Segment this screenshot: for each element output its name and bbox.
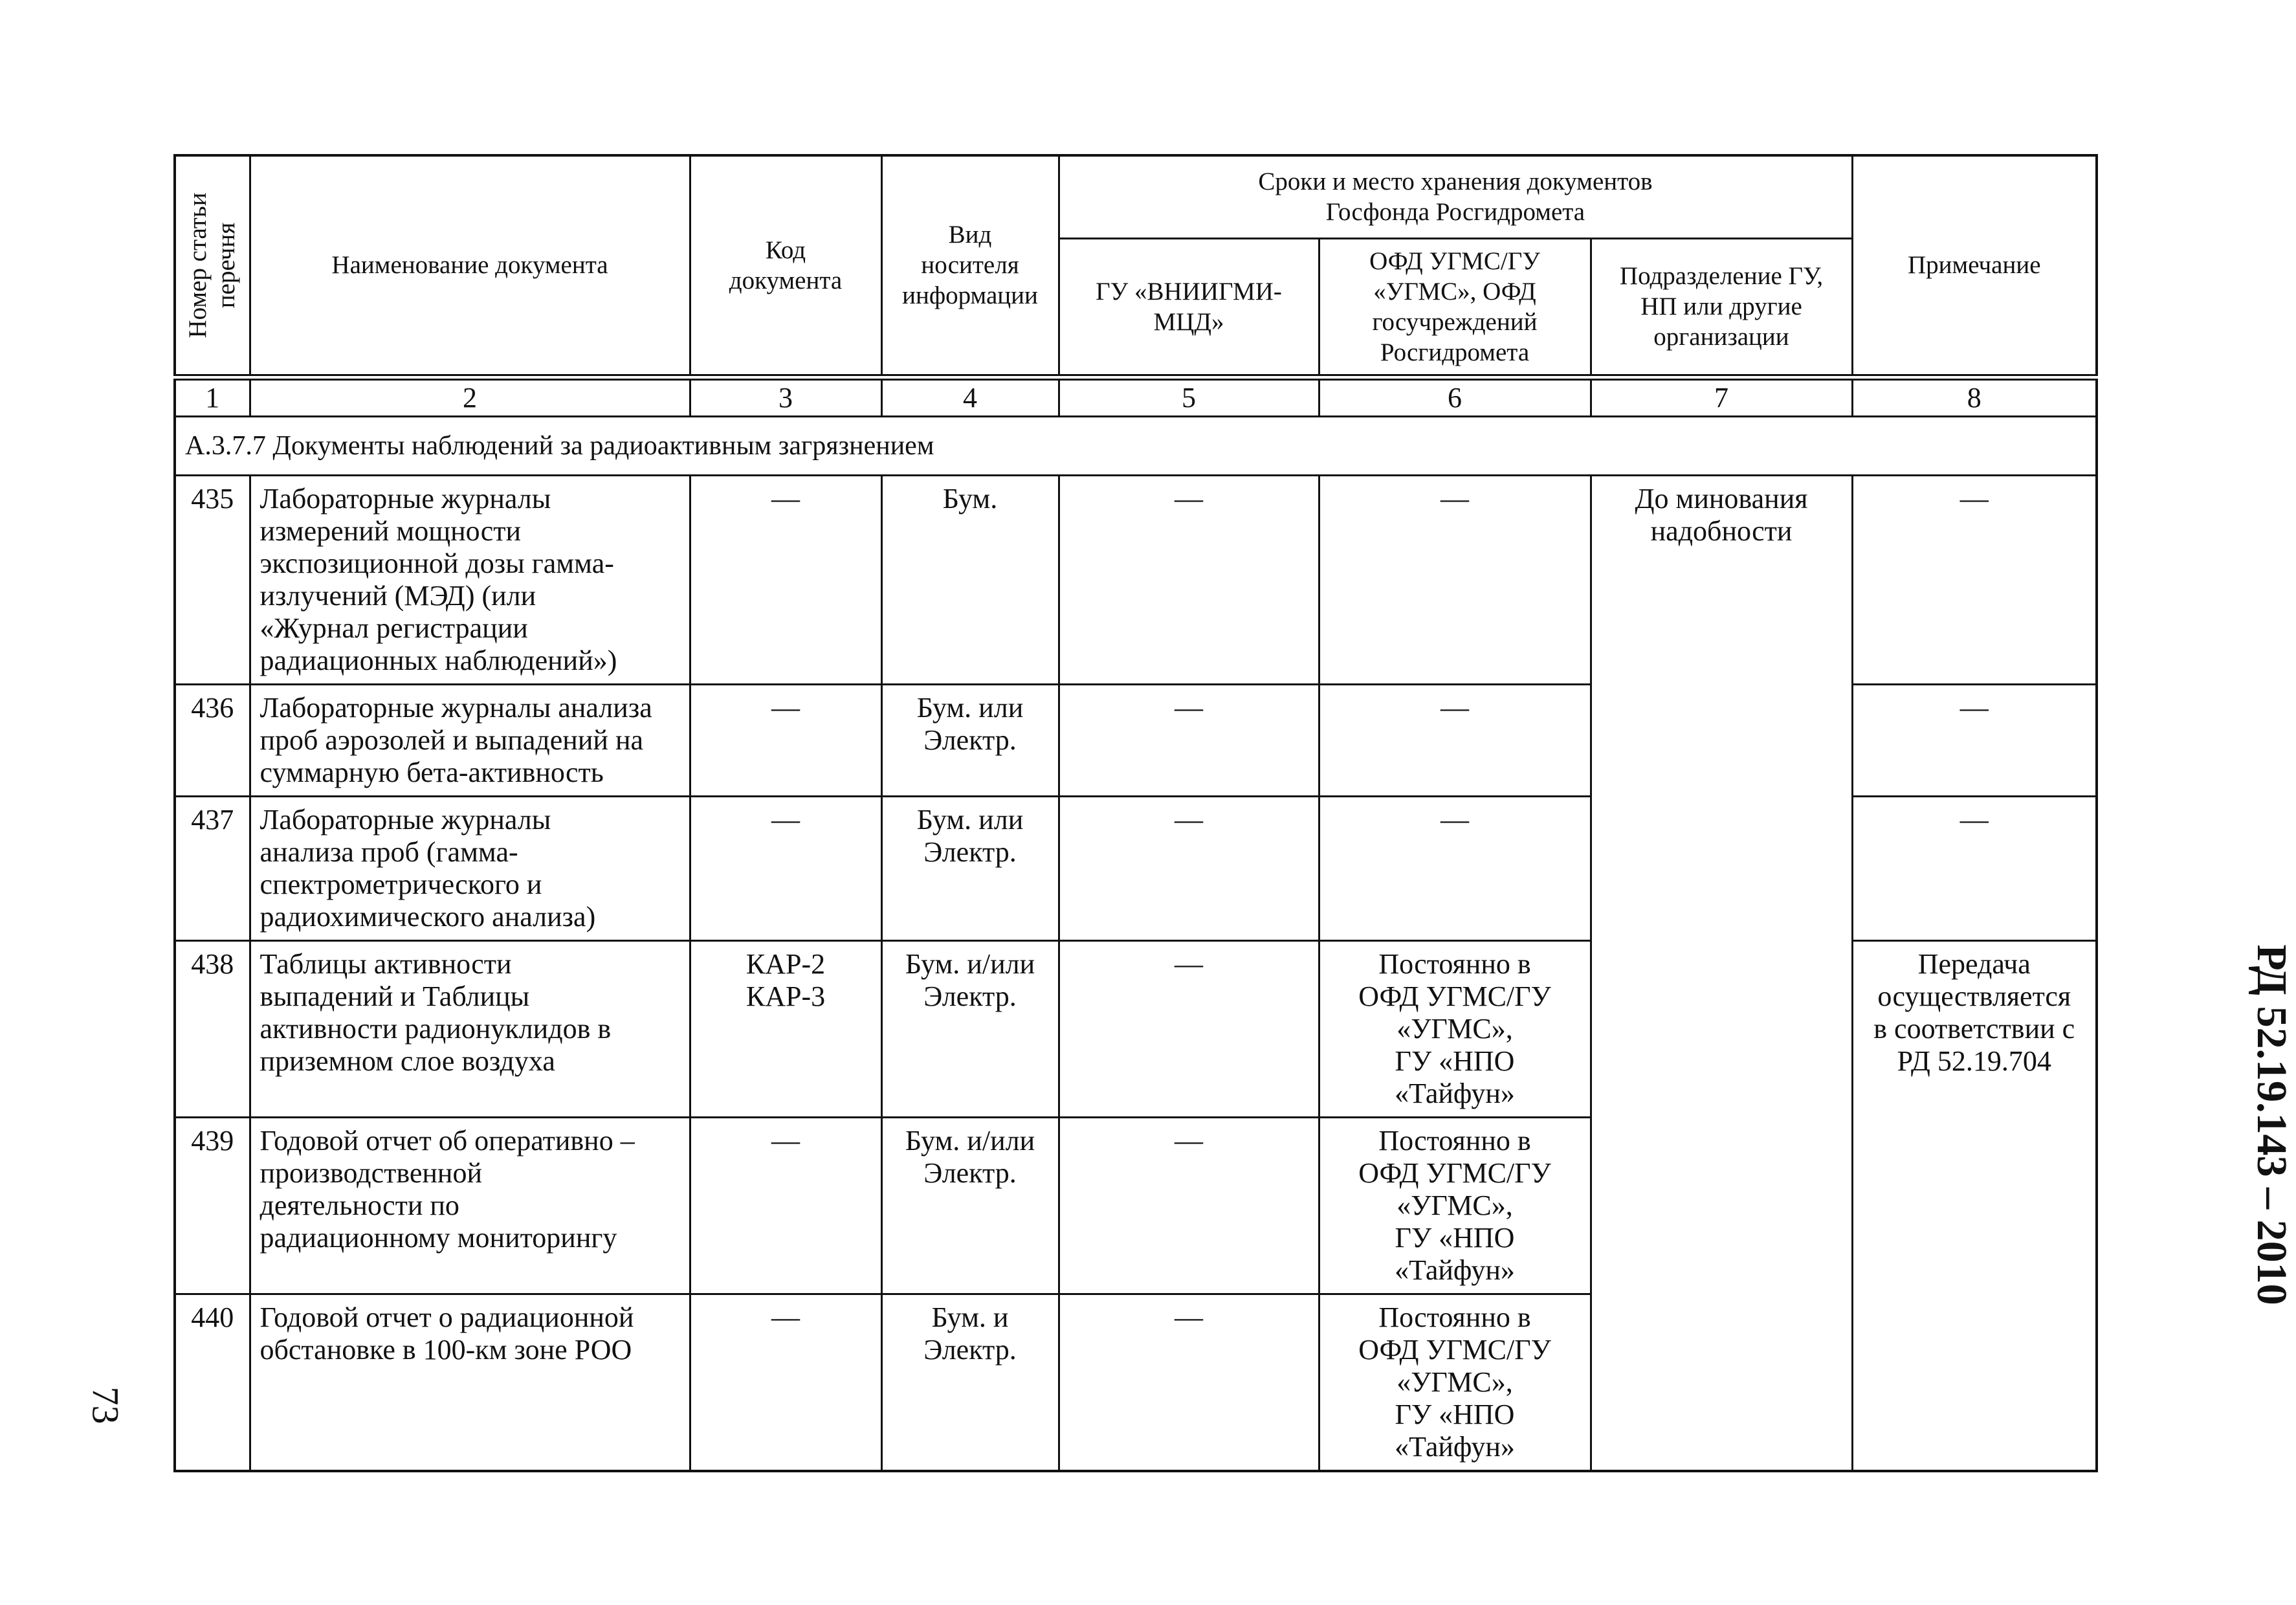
row-media: Бум. [881, 475, 1059, 684]
header-storage-group: Сроки и место хранения документов Госфонда Росгидромета [1059, 155, 1852, 238]
row-document-code: КАР-2 КАР-3 [690, 940, 881, 1117]
column-number: 6 [1319, 377, 1591, 417]
row-document-code: — [690, 684, 881, 796]
header-document-code: Код документа [690, 155, 881, 377]
header-document-name: Наименование документа [250, 155, 690, 377]
row-unit-storage: До минования надобности [1591, 475, 1852, 1471]
row-vniigmi: — [1059, 1294, 1319, 1471]
column-number: 4 [881, 377, 1059, 417]
row-document-name: Годовой отчет об оперативно – производственной деятельности по радиационному мониторингу [250, 1117, 690, 1294]
row-vniigmi: — [1059, 940, 1319, 1117]
table-row [175, 475, 2097, 684]
row-note: Передача осуществляется в соответствии с РД 52.19.704 [1852, 940, 2097, 1471]
row-vniigmi: — [1059, 684, 1319, 796]
row-ofd: Постоянно в ОФД УГМС/ГУ «УГМС», ГУ «НПО «Тайфун» [1319, 1294, 1591, 1471]
row-note: — [1852, 796, 2097, 940]
header-article-number [175, 155, 250, 377]
document-table [173, 154, 2098, 1472]
row-document-name: Лабораторные журналы анализа проб аэрозолей и выпадений на суммарную бета-активность [250, 684, 690, 796]
column-number-row [175, 377, 2097, 417]
row-media: Бум. и/или Электр. [881, 1117, 1059, 1294]
row-note: — [1852, 475, 2097, 684]
row-ofd: — [1319, 684, 1591, 796]
row-media: Бум. и/или Электр. [881, 940, 1059, 1117]
row-ofd: — [1319, 796, 1591, 940]
column-number: 8 [1852, 377, 2097, 417]
row-document-code: — [690, 1117, 881, 1294]
column-number: 3 [690, 377, 881, 417]
header-unit: Подразделение ГУ, НП или другие организации [1591, 238, 1852, 377]
column-number: 7 [1591, 377, 1852, 417]
header-vniigmi: ГУ «ВНИИГМИ- МЦД» [1059, 238, 1319, 377]
row-document-name: Годовой отчет о радиационной обстановке в 100-км зоне РОО [250, 1294, 690, 1471]
header-note: Примечание [1852, 155, 2097, 377]
row-document-code: — [690, 475, 881, 684]
row-document-code: — [690, 1294, 881, 1471]
column-number: 5 [1059, 377, 1319, 417]
row-media: Бум. или Электр. [881, 684, 1059, 796]
row-media: Бум. или Электр. [881, 796, 1059, 940]
column-number: 1 [175, 377, 250, 417]
row-document-name: Лабораторные журналы измерений мощности экспозиционной дозы гамма- излучений (МЭД) (или «Журнал регистрации радиационных наблюдений») [250, 475, 690, 684]
section-row [175, 416, 2097, 475]
row-document-code: — [690, 796, 881, 940]
row-number: 440 [175, 1294, 250, 1471]
page-number: 73 [84, 1386, 127, 1424]
row-media: Бум. и Электр. [881, 1294, 1059, 1471]
row-ofd: — [1319, 475, 1591, 684]
row-ofd: Постоянно в ОФД УГМС/ГУ «УГМС», ГУ «НПО «Тайфун» [1319, 1117, 1591, 1294]
row-number: 439 [175, 1117, 250, 1294]
header-ofd: ОФД УГМС/ГУ «УГМС», ОФД госучреждений Росгидромета [1319, 238, 1591, 377]
section-title: А.3.7.7 Документы наблюдений за радиоактивным загрязнением [175, 416, 2097, 475]
header-article-number-label: Номер статьи перечня [184, 192, 241, 338]
header-media-type: Вид носителя информации [881, 155, 1059, 377]
row-vniigmi: — [1059, 475, 1319, 684]
row-document-name: Таблицы активности выпадений и Таблицы активности радионуклидов в приземном слое воздуха [250, 940, 690, 1117]
row-vniigmi: — [1059, 796, 1319, 940]
row-number: 435 [175, 475, 250, 684]
row-document-name: Лабораторные журналы анализа проб (гамма- спектрометрического и радиохимического анализа) [250, 796, 690, 940]
row-number: 437 [175, 796, 250, 940]
row-note: — [1852, 684, 2097, 796]
column-number: 2 [250, 377, 690, 417]
row-vniigmi: — [1059, 1117, 1319, 1294]
row-ofd: Постоянно в ОФД УГМС/ГУ «УГМС», ГУ «НПО «Тайфун» [1319, 940, 1591, 1117]
document-code-label: РД 52.19.143 – 2010 [2248, 944, 2295, 1305]
row-number: 436 [175, 684, 250, 796]
row-number: 438 [175, 940, 250, 1117]
